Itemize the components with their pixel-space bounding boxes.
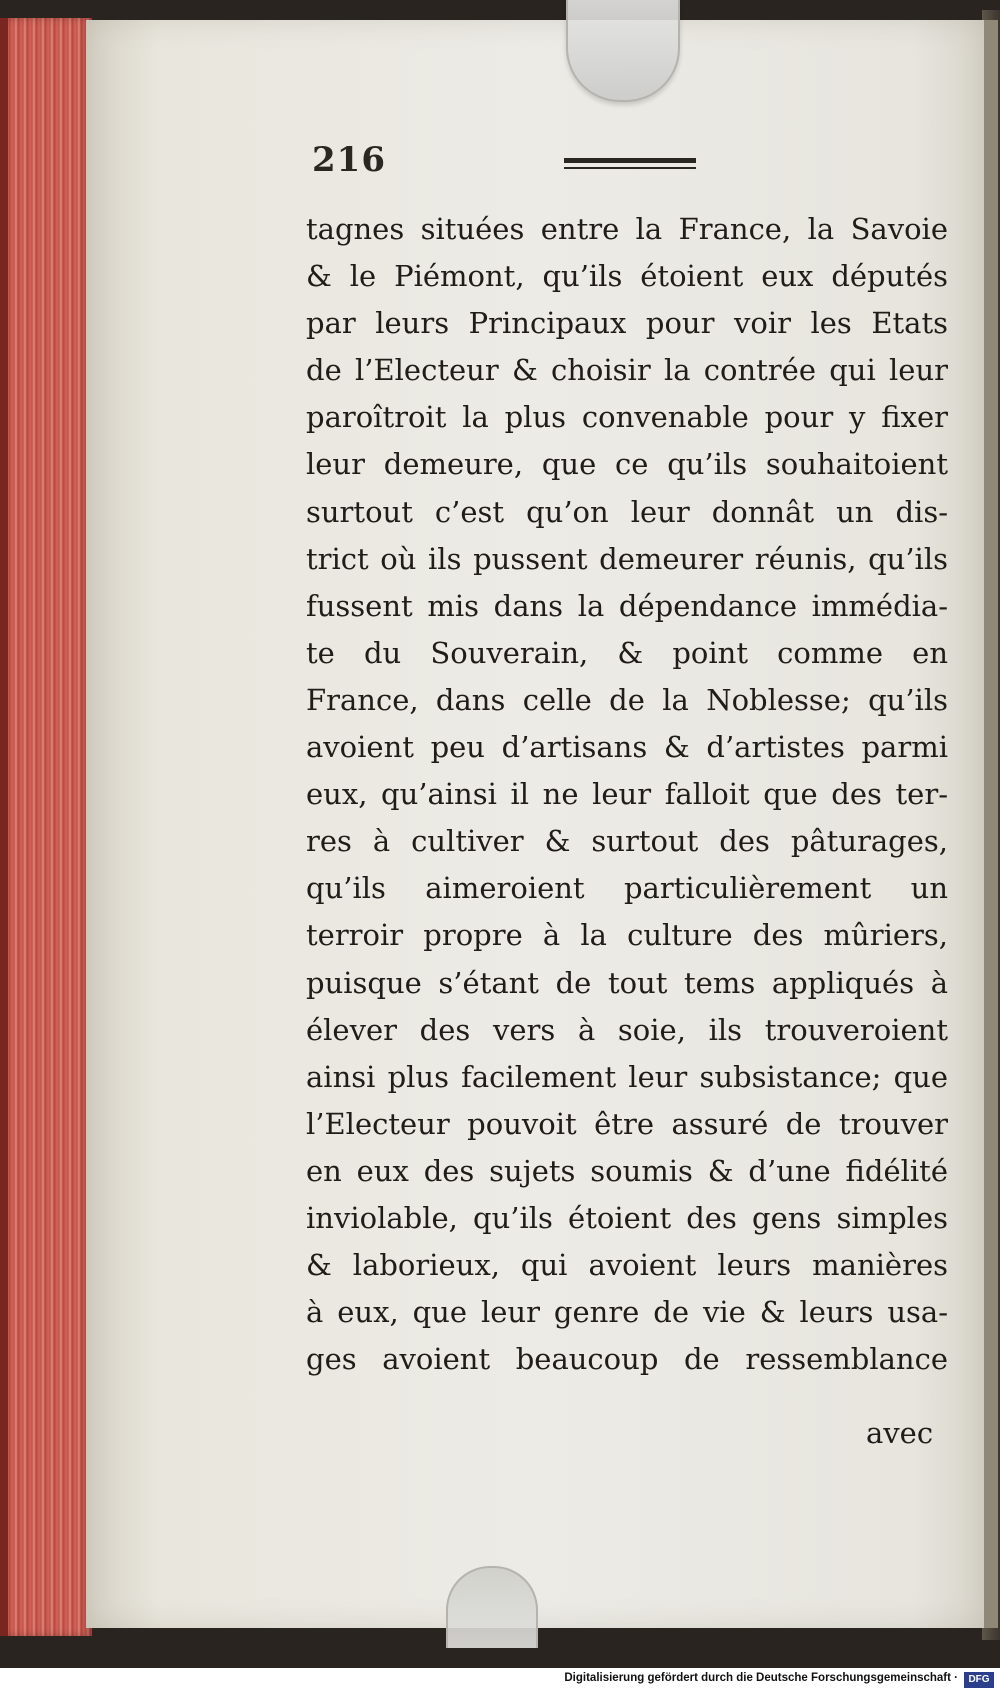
text-line: puisque s’étant de tout tems appliqués à [306,965,948,1000]
text-line: qu’ils aimeroient particulièrement un [306,871,948,906]
page-clip-bottom [446,1566,538,1648]
text-line: à eux, que leur genre de vie & leurs usa- [306,1295,948,1330]
text-line: l’Electeur pouvoit être assuré de trouver [306,1106,948,1141]
page-clip-top [566,0,680,102]
page-number: 216 [312,140,386,180]
text-line: élever des vers à soie, ils trouveroient [306,1012,948,1047]
page-edges-left [0,18,92,1636]
text-line: par leurs Principaux pour voir les Etats [306,306,948,341]
text-line: trict où ils pussent demeurer réunis, qu’ils [306,541,948,576]
header-rule-thin [564,167,696,169]
text-line: France, dans celle de la Noblesse; qu’ils [306,682,948,717]
header-rule [564,158,696,172]
text-line: tagnes situées entre la France, la Savoie [306,212,948,246]
text-line: avoient peu d’artisans & d’artistes parmi [306,730,948,765]
text-line: & laborieux, qui avoient leurs manières [306,1248,948,1283]
text-line: paroîtroit la plus convenable pour y fixer [306,400,948,435]
text-line: terroir propre à la culture des mûriers, [306,918,948,953]
text-line: inviolable, qu’ils étoient des gens simples [306,1200,948,1235]
text-line: leur demeure, que ce qu’ils souhaitoient [306,447,948,482]
text-line: fussent mis dans la dépendance immédia- [306,588,948,623]
footer-strip [0,1668,1000,1694]
text-line: surtout c’est qu’on leur donnât un dis- [306,494,948,529]
catchword: avec [866,1416,934,1450]
footer-attribution: Digitalisierung gefördert durch die Deutsche Forschungsgemeinschaft · [564,1672,958,1684]
body-text [306,206,948,1383]
text-line: ainsi plus facilement leur subsistance; que [306,1059,948,1094]
text-line: eux, qu’ainsi il ne leur falloit que des ter- [306,777,948,812]
text-line: te du Souverain, & point comme en [306,635,948,670]
text-line: res à cultiver & surtout des pâturages, [306,824,948,859]
text-line: & le Piémont, qu’ils étoient eux députés [306,259,948,294]
header-rule-thick [564,158,696,163]
text-line: en eux des sujets soumis & d’une fidélité [306,1153,948,1188]
text-line: ges avoient beaucoup de ressemblance [306,1342,948,1377]
dfg-logo-icon: DFG [964,1672,994,1688]
text-line: de l’Electeur & choisir la contrée qui leur [306,353,948,388]
